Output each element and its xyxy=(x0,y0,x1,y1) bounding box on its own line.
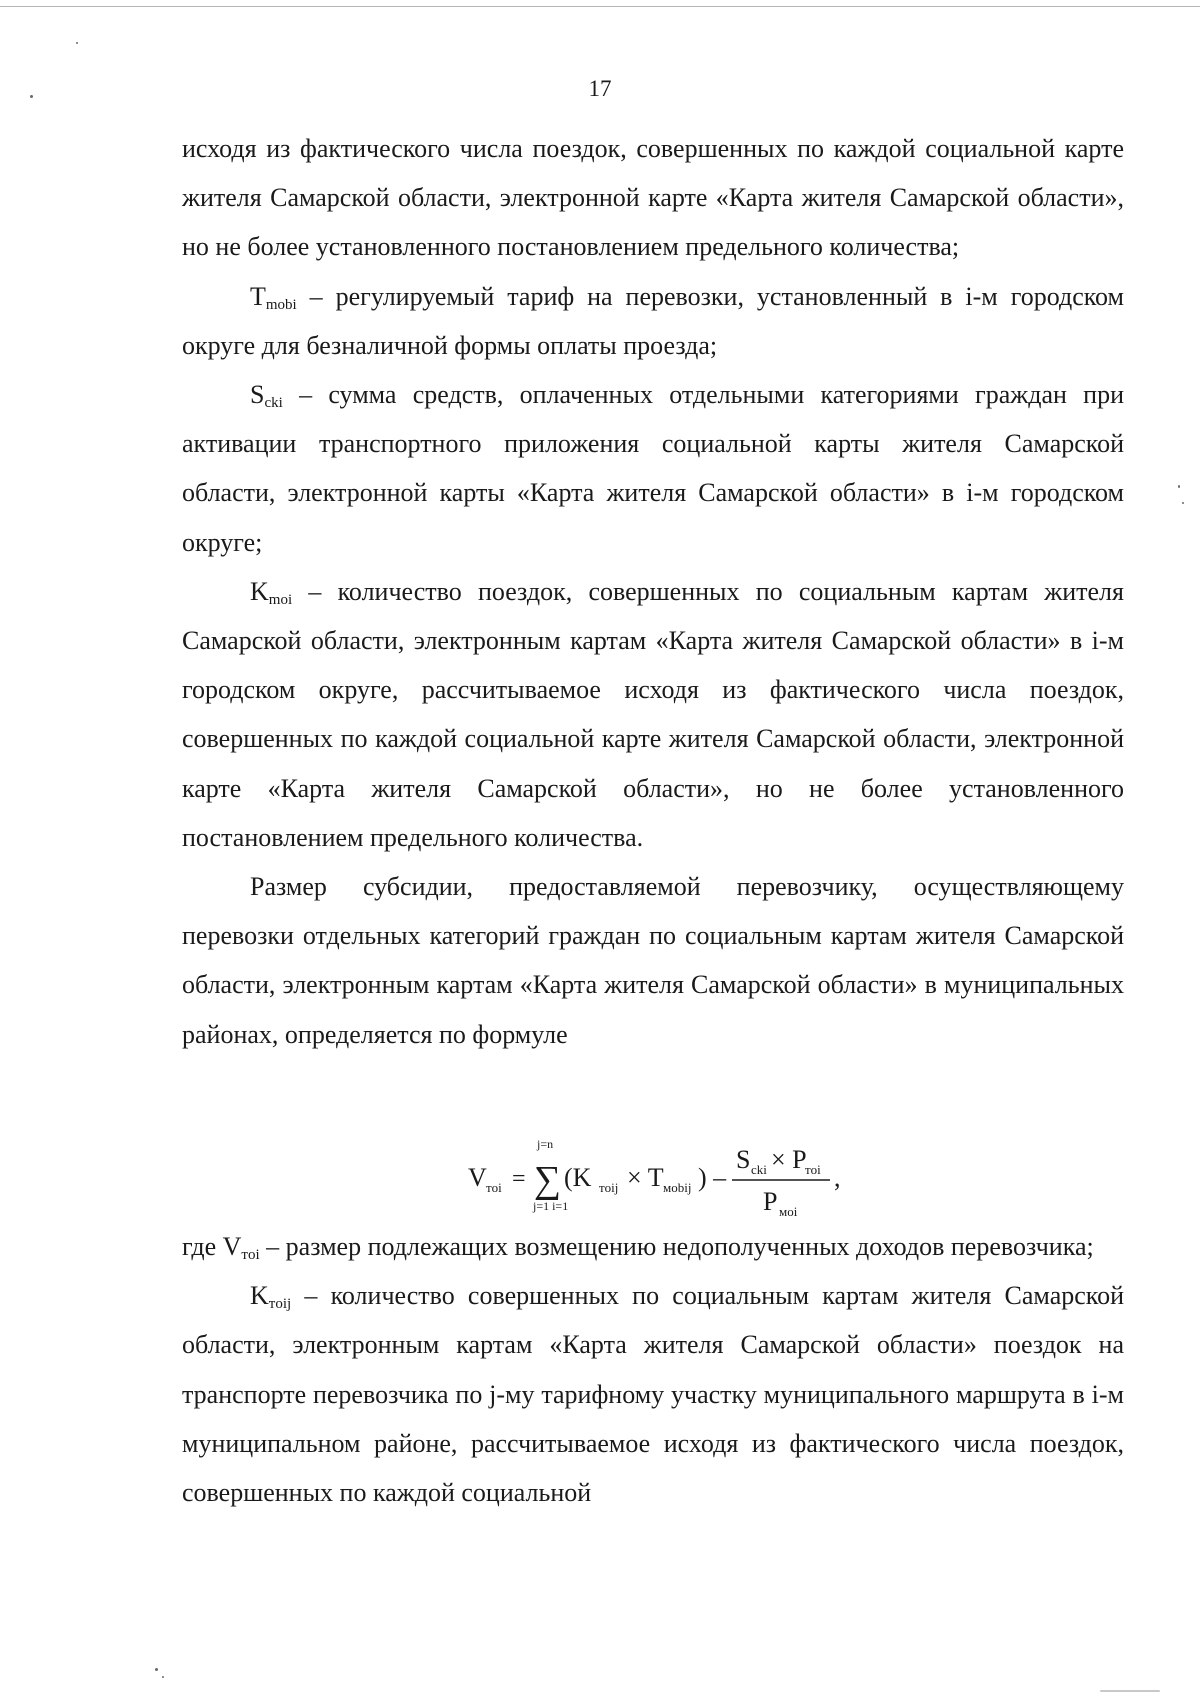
symbol: S xyxy=(250,380,265,410)
paragraph-tmobi-definition xyxy=(182,272,1124,370)
symbol: V xyxy=(222,1232,242,1261)
formula-denominator-subscript: мoi xyxy=(779,1204,798,1219)
formula-numerator-p-subscript: тoi xyxy=(805,1162,821,1177)
scan-speck xyxy=(155,1668,158,1671)
formula-denominator-p: P xyxy=(763,1187,778,1216)
scan-smudge xyxy=(1100,1690,1160,1692)
formula-sum-lower-limit: j=1 i=1 xyxy=(533,1199,569,1213)
paragraph-kmoi-definition xyxy=(182,567,1124,862)
formula-t-term: × T xyxy=(627,1163,664,1192)
page-number: 17 xyxy=(588,76,612,101)
paragraph-scki-definition xyxy=(182,370,1124,567)
formula-minus: ) – xyxy=(698,1163,727,1192)
lead-word: где xyxy=(182,1232,223,1261)
paragraph-subsidy-intro: Размер субсидии, предоставляемой перевозчику, осуществляющему перевозки отдельных категорий граждан по социальным картам жителя Самарской области, электронным картам «Карта жителя Самарской области» в муниципальных районах, определяется по формуле xyxy=(182,872,1124,1049)
definition-text: – количество поездок, совершенных по социальным картам жителя Самарской области, электронным картам «Карта жителя Самарской области» в i-м городском округе, рассчитываемое исходя из фактического числа поездок, совершенных по каждой социальной карте жителя Самарской области, электронной карте «Карта жителя Самарской области», но не более установленного постановлением предельного количества. xyxy=(182,576,1124,852)
formula-equals: = xyxy=(512,1166,526,1192)
formula-lhs-symbol: V xyxy=(468,1163,487,1192)
paragraph-continuation: исходя из фактического числа поездок, совершенных по каждой социальной карте жителя Самарской области, электронной карте «Карта жителя Самарской области», но не более установленного постановлением предельного количества; xyxy=(182,134,1124,262)
formula-numerator-p: × P xyxy=(771,1145,807,1174)
formula-k-subscript: тoij xyxy=(599,1180,619,1195)
symbol: K xyxy=(250,576,269,606)
symbol-subscript: mobi xyxy=(265,296,297,313)
symbol-subscript: тoij xyxy=(268,1296,292,1313)
symbol-subscript: тoi xyxy=(241,1247,260,1263)
formula-t-subscript: мobij xyxy=(663,1180,692,1195)
formula-trailing-comma: , xyxy=(834,1163,841,1192)
formula-sum-upper-limit: j=n xyxy=(537,1137,554,1151)
scan-edge-line xyxy=(0,6,1200,7)
symbol: K xyxy=(250,1281,269,1311)
body-text-top xyxy=(182,124,1124,1059)
paragraph-vtoi-definition xyxy=(182,1222,1124,1271)
symbol-subscript: moi xyxy=(268,591,293,608)
formula-k-term: (K xyxy=(564,1163,592,1192)
formula-lhs-subscript: тoi xyxy=(486,1180,502,1195)
scan-speck xyxy=(30,95,33,98)
definition-text: – регулируемый тариф на перевозки, установленный в i-м городском округе для безналичной формы оплаты проезда; xyxy=(182,281,1124,360)
scan-speck xyxy=(1178,485,1180,488)
paragraph-ktoij-definition xyxy=(182,1271,1124,1517)
scan-speck xyxy=(76,42,78,44)
formula-numerator-s-subscript: cki xyxy=(751,1162,767,1177)
formula-numerator-s: S xyxy=(736,1145,751,1174)
symbol: T xyxy=(250,281,266,311)
symbol-subscript: cki xyxy=(264,395,283,412)
scan-speck xyxy=(162,1676,164,1678)
definition-text: – сумма средств, оплаченных отдельными категориями граждан при активации транспортного приложения социальной карты жителя Самарской области, электронной карты «Карта жителя Самарской области» в i-м городском округе; xyxy=(182,380,1124,557)
definition-text: – размер подлежащих возмещению недополученных доходов перевозчика; xyxy=(259,1232,1094,1261)
scan-speck xyxy=(1182,502,1184,504)
body-text-bottom xyxy=(182,1222,1124,1517)
definition-text: – количество совершенных по социальным картам жителя Самарской области, электронным картам «Карта жителя Самарской области» поездок на транспорте перевозчика по j-му тарифному участку муниципального маршрута в i-м муниципальном районе, рассчитываемое исходя из фактического числа поездок, совершенных по каждой социальной xyxy=(182,1281,1124,1508)
formula-sum-sign: ∑ xyxy=(534,1159,562,1201)
